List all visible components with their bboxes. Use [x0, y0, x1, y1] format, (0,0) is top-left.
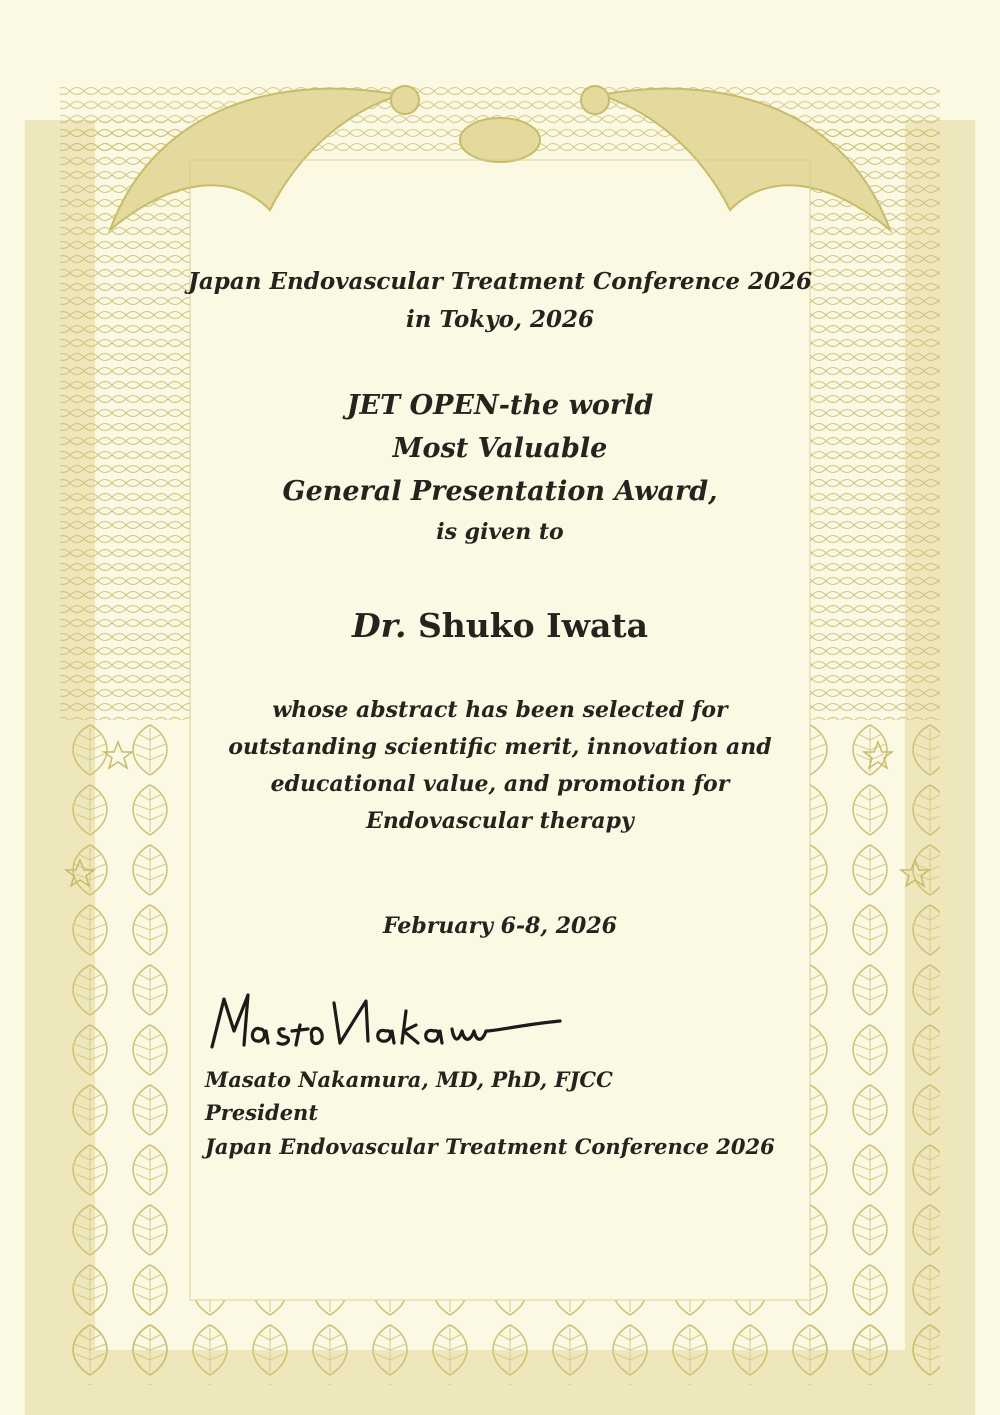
signatory-name: Masato Nakamura, MD, PhD, FJCC — [205, 1067, 613, 1092]
award-title-line-3: General Presentation Award, — [282, 476, 718, 507]
signatory-organization: Japan Endovascular Treatment Conference 2026 — [205, 1134, 775, 1159]
handwritten-signature — [200, 985, 580, 1065]
recipient-prefix: Dr. — [351, 606, 407, 645]
recipient-full-name: Shuko Iwata — [417, 606, 648, 645]
citation-line-1: whose abstract has been selected for — [272, 697, 728, 723]
award-title-line-2: Most Valuable — [392, 433, 608, 464]
signatory-title: President — [205, 1100, 319, 1125]
conference-location: in Tokyo, 2026 — [406, 306, 594, 333]
citation-line-3: educational value, and promotion for — [270, 771, 730, 797]
citation-line-4: Endovascular therapy — [366, 808, 634, 834]
conference-title: Japan Endovascular Treatment Conference 2026 — [188, 268, 812, 295]
given-to-text: is given to — [436, 519, 564, 545]
award-date: February 6-8, 2026 — [383, 913, 617, 939]
recipient-name — [0, 606, 1000, 645]
citation-line-2: outstanding scientific merit, innovation and — [228, 734, 772, 760]
award-title-line-1: JET OPEN-the world — [346, 390, 654, 421]
